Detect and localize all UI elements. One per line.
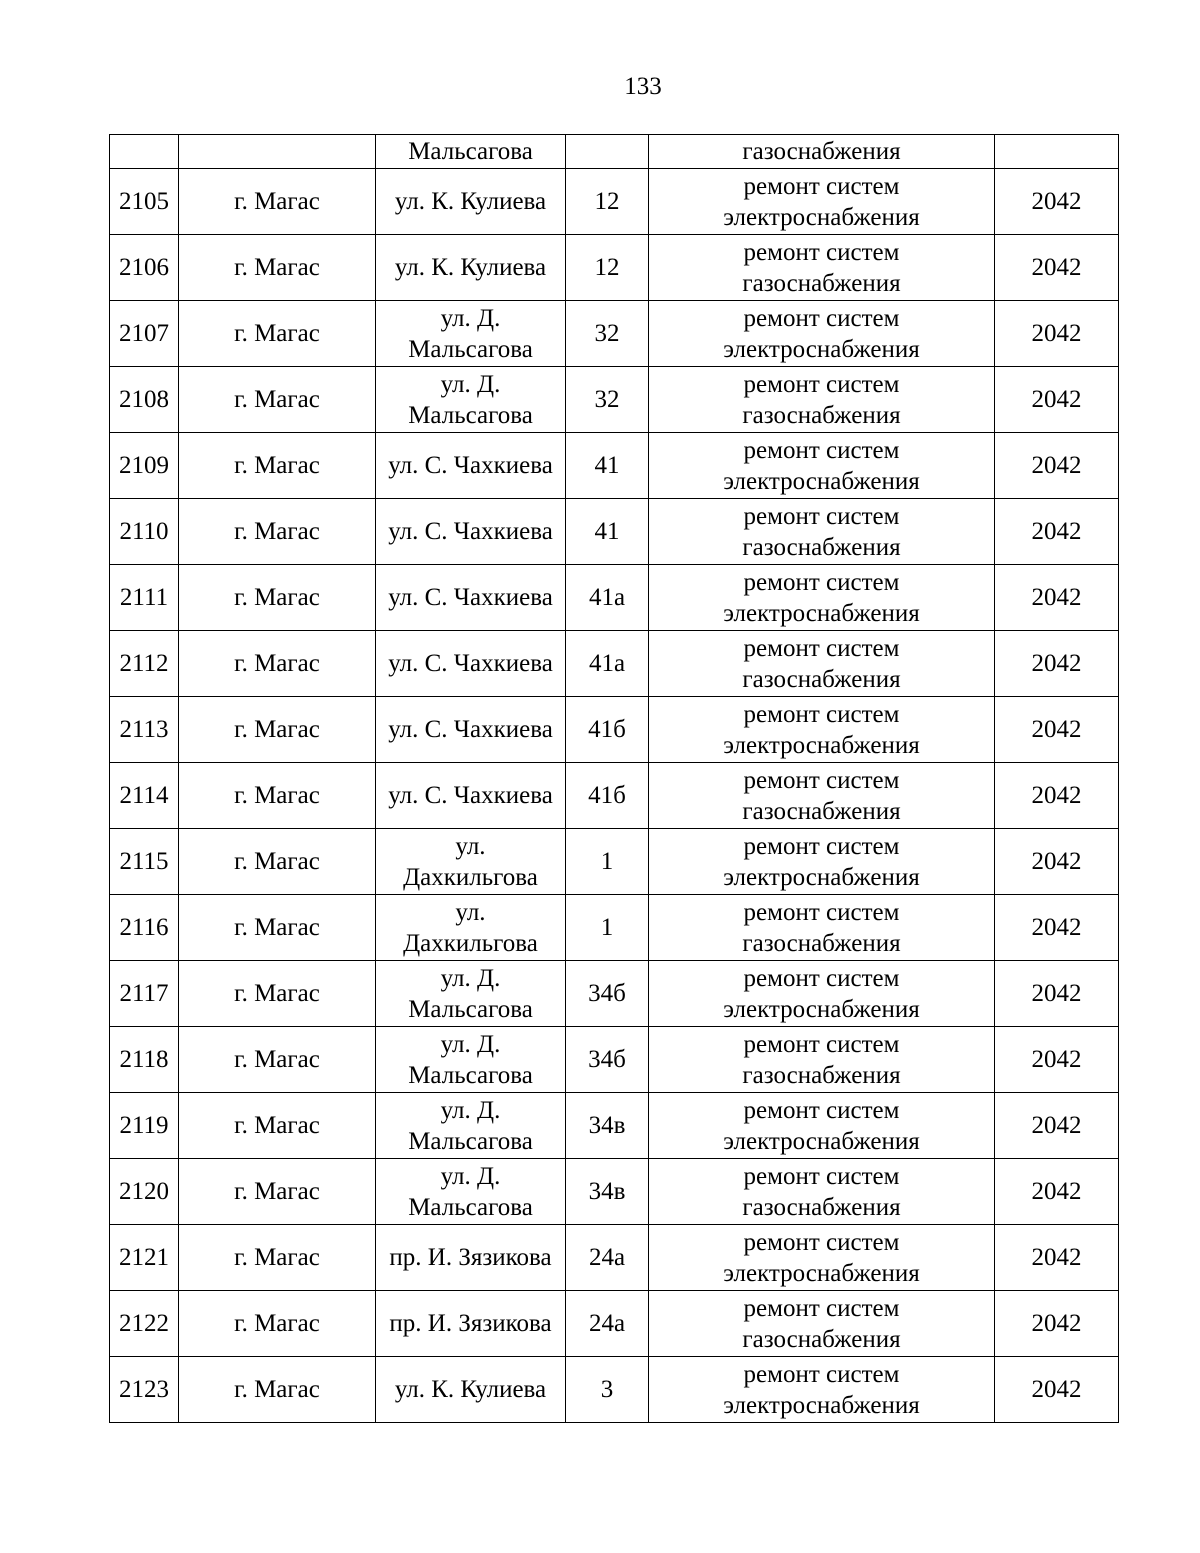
cell-number: 2119 [110, 1093, 179, 1159]
cell-year: 2042 [995, 763, 1119, 829]
cell-work-type-line: ремонт систем [743, 568, 900, 596]
cell-house: 41а [566, 631, 649, 697]
table-row [110, 367, 1119, 433]
cell-work-type [649, 235, 995, 301]
cell-year: 2042 [995, 1093, 1119, 1159]
cell-work-type-line: ремонт систем [743, 1162, 900, 1190]
cell-number: 2121 [110, 1225, 179, 1291]
table-row [110, 961, 1119, 1027]
table-row [110, 301, 1119, 367]
cell-house: 41а [566, 565, 649, 631]
cell-street [376, 301, 566, 367]
cell-city: г. Магас [179, 169, 376, 235]
cell-year: 2042 [995, 1027, 1119, 1093]
cell-work-type-line: ремонт систем [743, 238, 900, 266]
cell-house: 24а [566, 1225, 649, 1291]
cell-house: 34в [566, 1093, 649, 1159]
cell-year: 2042 [995, 433, 1119, 499]
cell-city: г. Магас [179, 763, 376, 829]
cell-work-type-line: ремонт систем [743, 766, 900, 794]
cell-city: г. Магас [179, 895, 376, 961]
cell-house: 1 [566, 895, 649, 961]
cell-work-type [649, 1093, 995, 1159]
cell-street [376, 763, 566, 829]
table-row [110, 1357, 1119, 1423]
cell-work-type-line: ремонт систем [743, 634, 900, 662]
cell-work-type [649, 1225, 995, 1291]
cell-street [376, 367, 566, 433]
table-row [110, 1225, 1119, 1291]
cell-street [376, 1093, 566, 1159]
table-row [110, 895, 1119, 961]
cell-house: 34в [566, 1159, 649, 1225]
cell-street-line: Мальсагова [408, 1193, 533, 1221]
cell-work-type [649, 763, 995, 829]
cell-number: 2115 [110, 829, 179, 895]
cell-city: г. Магас [179, 1093, 376, 1159]
table-row [110, 763, 1119, 829]
cell-city: г. Магас [179, 1225, 376, 1291]
cell-number: 2117 [110, 961, 179, 1027]
cell-work-type-line: ремонт систем [743, 832, 900, 860]
cell-number: 2106 [110, 235, 179, 301]
cell-street-line: пр. И. Зязикова [389, 1244, 552, 1271]
cell-number: 2123 [110, 1357, 179, 1423]
table-row [110, 235, 1119, 301]
cell-number [110, 135, 179, 169]
cell-work-type-line: газоснабжения [742, 269, 901, 297]
cell-year: 2042 [995, 1357, 1119, 1423]
cell-street-line: ул. С. Чахкиева [388, 716, 553, 743]
cell-work-type [649, 895, 995, 961]
cell-street-line: ул. [455, 832, 486, 860]
cell-city [179, 135, 376, 169]
cell-year: 2042 [995, 301, 1119, 367]
cell-house: 1 [566, 829, 649, 895]
cell-work-type [649, 1159, 995, 1225]
cell-city: г. Магас [179, 367, 376, 433]
cell-street-line: ул. С. Чахкиева [388, 518, 553, 545]
cell-work-type [649, 499, 995, 565]
cell-street-line: ул. Д. [440, 1096, 501, 1124]
cell-street [376, 499, 566, 565]
table-row [110, 499, 1119, 565]
cell-house [566, 135, 649, 169]
cell-work-type-line: ремонт систем [743, 964, 900, 992]
cell-work-type-line: ремонт систем [743, 502, 900, 530]
table-row [110, 565, 1119, 631]
cell-street-line: пр. И. Зязикова [389, 1310, 552, 1337]
cell-city: г. Магас [179, 433, 376, 499]
cell-work-type-line: электроснабжения [723, 335, 920, 363]
cell-number: 2111 [110, 565, 179, 631]
cell-street [376, 895, 566, 961]
cell-house: 41 [566, 433, 649, 499]
cell-city: г. Магас [179, 1291, 376, 1357]
cell-year: 2042 [995, 235, 1119, 301]
cell-year: 2042 [995, 697, 1119, 763]
cell-year: 2042 [995, 367, 1119, 433]
cell-street-line: Мальсагова [408, 1061, 533, 1089]
cell-work-type-line: газоснабжения [742, 665, 901, 693]
cell-work-type-line: газоснабжения [742, 1061, 901, 1089]
cell-street-line: ул. К. Кулиева [394, 254, 547, 281]
cell-year: 2042 [995, 565, 1119, 631]
cell-work-type-line: ремонт систем [743, 1096, 900, 1124]
cell-year [995, 135, 1119, 169]
cell-work-type [649, 961, 995, 1027]
cell-year: 2042 [995, 169, 1119, 235]
cell-work-type-line: электроснабжения [723, 467, 920, 495]
cell-city: г. Магас [179, 697, 376, 763]
cell-street [376, 433, 566, 499]
cell-street [376, 1027, 566, 1093]
table-row [110, 631, 1119, 697]
cell-street-line: ул. К. Кулиева [394, 188, 547, 215]
cell-year: 2042 [995, 631, 1119, 697]
cell-number: 2113 [110, 697, 179, 763]
cell-work-type [649, 301, 995, 367]
cell-number: 2112 [110, 631, 179, 697]
cell-street-line: ул. С. Чахкиева [388, 584, 553, 611]
cell-house: 34б [566, 961, 649, 1027]
cell-work-type [649, 631, 995, 697]
table-row [110, 829, 1119, 895]
cell-work-type-line: ремонт систем [743, 304, 900, 332]
cell-work-type-line: электроснабжения [723, 731, 920, 759]
cell-year: 2042 [995, 1291, 1119, 1357]
cell-street-line: ул. С. Чахкиева [388, 452, 553, 479]
cell-street [376, 1225, 566, 1291]
cell-number: 2108 [110, 367, 179, 433]
cell-street [376, 565, 566, 631]
cell-work-type-line: газоснабжения [742, 401, 901, 429]
cell-work-type-line: электроснабжения [723, 599, 920, 627]
cell-work-type-line: ремонт систем [743, 370, 900, 398]
cell-work-type-line: электроснабжения [723, 203, 920, 231]
cell-street-line: ул. Д. [440, 964, 501, 992]
cell-street-line: ул. Д. [440, 304, 501, 332]
cell-street-line: ул. К. Кулиева [394, 1376, 547, 1403]
cell-city: г. Магас [179, 235, 376, 301]
cell-city: г. Магас [179, 1027, 376, 1093]
cell-work-type-line: электроснабжения [723, 1259, 920, 1287]
page-number: 133 [624, 73, 662, 100]
cell-work-type-line: газоснабжения [742, 533, 901, 561]
cell-street-line: Мальсагова [408, 995, 533, 1023]
cell-work-type-line: ремонт систем [743, 172, 900, 200]
cell-work-type-line: ремонт систем [743, 1294, 900, 1322]
cell-street [376, 1291, 566, 1357]
cell-work-type-line: электроснабжения [723, 863, 920, 891]
cell-street-line: ул. Д. [440, 370, 501, 398]
cell-number: 2114 [110, 763, 179, 829]
cell-street-line: ул. Д. [440, 1162, 501, 1190]
cell-street-line: ул. С. Чахкиева [388, 650, 553, 677]
cell-street-line: ул. Д. [440, 1030, 501, 1058]
cell-work-type-line: электроснабжения [723, 1391, 920, 1419]
cell-work-type-line: газоснабжения [742, 1325, 901, 1353]
cell-year: 2042 [995, 961, 1119, 1027]
cell-city: г. Магас [179, 829, 376, 895]
cell-work-type [649, 169, 995, 235]
table-row [110, 433, 1119, 499]
cell-number: 2105 [110, 169, 179, 235]
table-row [110, 697, 1119, 763]
cell-work-type [649, 433, 995, 499]
cell-street [376, 961, 566, 1027]
repair-schedule-table [109, 134, 1119, 1423]
cell-house: 24а [566, 1291, 649, 1357]
cell-work-type-line: газоснабжения [742, 1193, 901, 1221]
cell-number: 2120 [110, 1159, 179, 1225]
cell-work-type: газоснабжения [649, 135, 995, 169]
cell-work-type-line: ремонт систем [743, 700, 900, 728]
table-row [110, 1093, 1119, 1159]
cell-work-type-line: электроснабжения [723, 1127, 920, 1155]
cell-house: 41б [566, 763, 649, 829]
cell-year: 2042 [995, 829, 1119, 895]
cell-work-type-line: ремонт систем [743, 1360, 900, 1388]
cell-work-type-line: электроснабжения [723, 995, 920, 1023]
cell-work-type-line: газоснабжения [742, 929, 901, 957]
cell-house: 41 [566, 499, 649, 565]
cell-number: 2107 [110, 301, 179, 367]
table-row [110, 169, 1119, 235]
cell-number: 2109 [110, 433, 179, 499]
cell-street: Мальсагова [376, 135, 566, 169]
cell-city: г. Магас [179, 301, 376, 367]
cell-house: 12 [566, 169, 649, 235]
cell-year: 2042 [995, 1225, 1119, 1291]
cell-street-line: Дахкильгова [403, 929, 538, 957]
cell-house: 12 [566, 235, 649, 301]
cell-house: 34б [566, 1027, 649, 1093]
cell-work-type [649, 829, 995, 895]
cell-year: 2042 [995, 499, 1119, 565]
cell-house: 32 [566, 301, 649, 367]
cell-year: 2042 [995, 895, 1119, 961]
cell-street-line: ул. [455, 898, 486, 926]
cell-number: 2118 [110, 1027, 179, 1093]
cell-work-type-line: ремонт систем [743, 1030, 900, 1058]
cell-city: г. Магас [179, 565, 376, 631]
cell-city: г. Магас [179, 1159, 376, 1225]
cell-work-type [649, 565, 995, 631]
table-row-continued [110, 135, 1119, 169]
cell-work-type [649, 1357, 995, 1423]
cell-number: 2116 [110, 895, 179, 961]
cell-street-line: ул. С. Чахкиева [388, 782, 553, 809]
cell-street [376, 169, 566, 235]
cell-number: 2122 [110, 1291, 179, 1357]
cell-city: г. Магас [179, 1357, 376, 1423]
cell-street [376, 697, 566, 763]
cell-house: 3 [566, 1357, 649, 1423]
cell-house: 41б [566, 697, 649, 763]
cell-work-type [649, 1291, 995, 1357]
cell-city: г. Магас [179, 499, 376, 565]
cell-city: г. Магас [179, 631, 376, 697]
cell-work-type-line: ремонт систем [743, 1228, 900, 1256]
cell-number: 2110 [110, 499, 179, 565]
cell-street [376, 829, 566, 895]
cell-city: г. Магас [179, 961, 376, 1027]
cell-year: 2042 [995, 1159, 1119, 1225]
cell-work-type-line: ремонт систем [743, 436, 900, 464]
table-body [110, 135, 1119, 1423]
cell-work-type-line: газоснабжения [742, 797, 901, 825]
cell-work-type [649, 367, 995, 433]
cell-street [376, 631, 566, 697]
cell-work-type [649, 1027, 995, 1093]
cell-work-type [649, 697, 995, 763]
table-row [110, 1027, 1119, 1093]
table-row [110, 1159, 1119, 1225]
cell-house: 32 [566, 367, 649, 433]
cell-street [376, 1159, 566, 1225]
cell-street [376, 235, 566, 301]
table-row [110, 1291, 1119, 1357]
cell-work-type-line: ремонт систем [743, 898, 900, 926]
cell-street-line: Мальсагова [408, 401, 533, 429]
cell-street-line: Мальсагова [408, 1127, 533, 1155]
cell-street [376, 1357, 566, 1423]
cell-street-line: Мальсагова [408, 335, 533, 363]
cell-street-line: Дахкильгова [403, 863, 538, 891]
